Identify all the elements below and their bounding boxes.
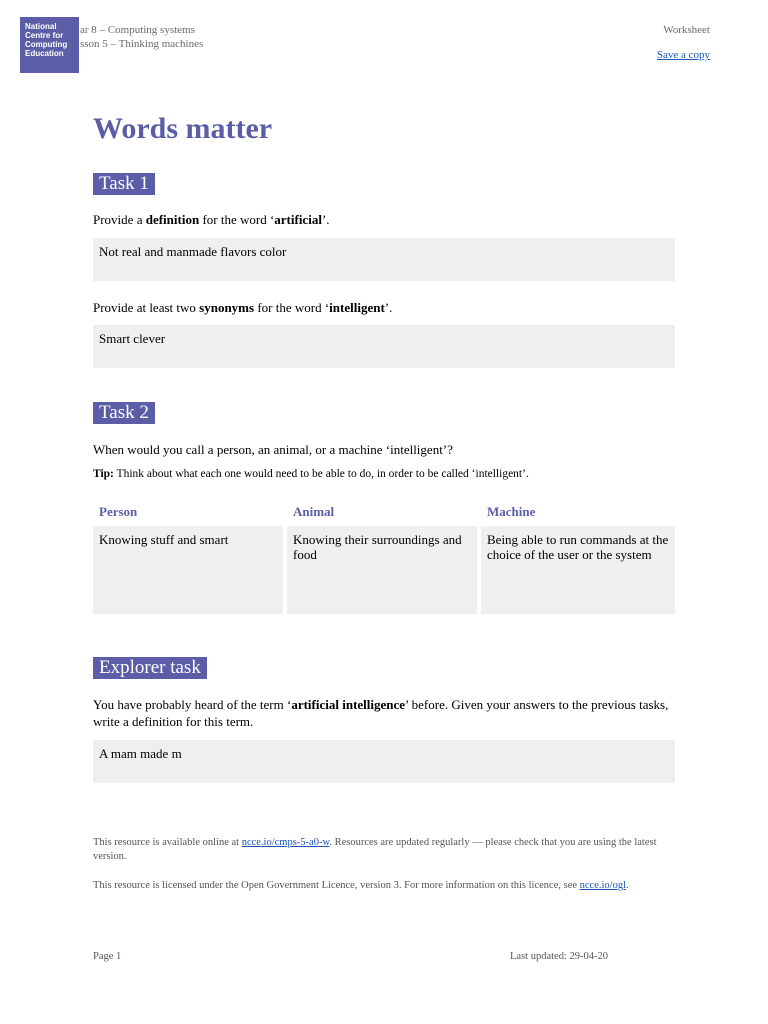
page-title: Words matter bbox=[93, 112, 273, 145]
logo-line: Education bbox=[25, 49, 64, 58]
answer-machine[interactable]: Being able to run commands at the choice of the user or the system bbox=[481, 526, 675, 614]
resource-link[interactable]: ncce.io/cmps-5-a0-w bbox=[241, 837, 330, 848]
explorer-heading: Explorer task bbox=[93, 657, 207, 679]
column-head-machine: Machine bbox=[487, 504, 536, 519]
column-head-animal: Animal bbox=[293, 504, 335, 519]
explorer-answer[interactable]: A mam made m bbox=[93, 740, 675, 783]
header-course: ar 8 – Computing systems bbox=[80, 24, 195, 36]
save-copy-link[interactable]: Save a copy bbox=[656, 49, 710, 61]
explorer-question: You have probably heard of the term ‘artificial intelligence’ before. Given your answers to the previous tasks, write a definition for this term. bbox=[93, 697, 669, 729]
header-doc-type: Worksheet bbox=[663, 24, 710, 36]
logo-line: National bbox=[25, 22, 57, 31]
answer-animal[interactable]: Knowing their surroundings and food bbox=[287, 526, 477, 614]
task1-answer-1[interactable]: Not real and manmade flavors color bbox=[93, 238, 675, 281]
header-lesson: sson 5 – Thinking machines bbox=[80, 38, 204, 50]
task2-heading: Task 2 bbox=[93, 402, 155, 424]
last-updated: Last updated: 29-04-20 bbox=[510, 951, 608, 962]
task1-answer-2[interactable]: Smart clever bbox=[93, 325, 675, 368]
task2-question: When would you call a person, an animal, or a machine ‘intelligent’? bbox=[93, 442, 453, 457]
footer-availability: This resource is available online at ncce.io/cmps-5-a0-w. Resources are updated regularly — please check that you are using the latest version. bbox=[93, 837, 657, 862]
footer-licence: This resource is licensed under the Open Government Licence, version 3. For more information on this licence, see ncce.io/ogl. bbox=[93, 880, 629, 891]
task1-question-1: Provide a definition for the word ‘artificial’. bbox=[93, 212, 330, 227]
task1-heading: Task 1 bbox=[93, 173, 155, 195]
logo-line: Centre for bbox=[25, 31, 64, 40]
licence-link[interactable]: ncce.io/ogl bbox=[579, 880, 626, 891]
logo-line: Computing bbox=[25, 40, 68, 49]
column-head-person: Person bbox=[99, 504, 138, 519]
task1-question-2: Provide at least two synonyms for the word ‘intelligent’. bbox=[93, 300, 393, 315]
answer-person[interactable]: Knowing stuff and smart bbox=[93, 526, 283, 614]
task2-tip: Tip: Think about what each one would need to be able to do, in order to be called ‘intelligent’. bbox=[93, 468, 529, 480]
ncce-logo bbox=[20, 17, 79, 73]
page-number: Page 1 bbox=[93, 951, 122, 962]
